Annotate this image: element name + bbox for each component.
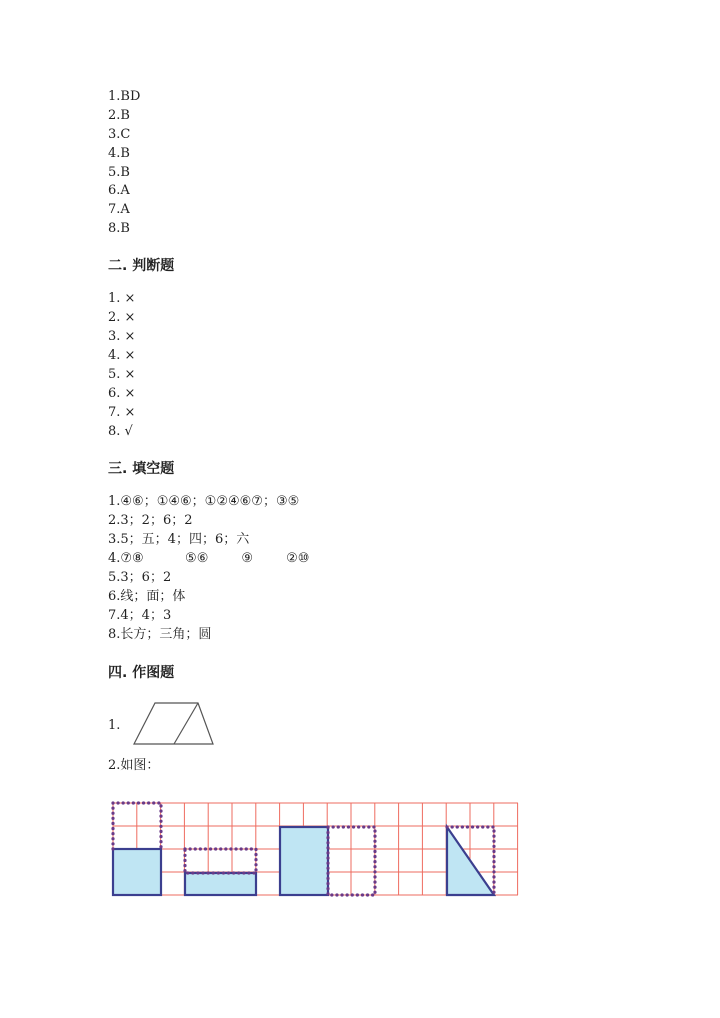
section4-title: 四. 作图题 xyxy=(108,665,175,681)
answer-1-5: 5.B xyxy=(108,165,130,180)
answer-2-6: 6. × xyxy=(108,386,136,401)
fill-rect-3 xyxy=(280,827,328,895)
parallelogram-outline xyxy=(134,703,213,744)
fill-rect-2 xyxy=(185,873,256,895)
shaded-shapes xyxy=(113,827,494,895)
grid-drawing xyxy=(110,800,522,900)
answer-2-8: 8. √ xyxy=(108,424,133,439)
section2-title: 二. 判断题 xyxy=(108,258,175,274)
answer-3-2: 2.3；2；6；2 xyxy=(108,513,193,528)
answer-2-3: 3. × xyxy=(108,329,136,344)
answer-3-4: 4.⑦⑧ ⑤⑥ ⑨ ②⑩ xyxy=(108,551,310,566)
answer-3-1: 1.④⑥；①④⑥；①②④⑥⑦；③⑤ xyxy=(108,494,300,509)
answer-1-4: 4.B xyxy=(108,146,130,161)
answer-2-2: 2. × xyxy=(108,310,136,325)
drawing-1-label: 1. xyxy=(108,718,121,733)
answer-1-2: 2.B xyxy=(108,108,130,123)
answer-1-6: 6.A xyxy=(108,183,130,198)
fill-square-1 xyxy=(113,849,161,895)
answer-1-3: 3.C xyxy=(108,127,131,142)
dotted-rect-2 xyxy=(185,849,256,873)
answer-3-7: 7.4；4；3 xyxy=(108,608,172,623)
answer-2-5: 5. × xyxy=(108,367,136,382)
answer-2-7: 7. × xyxy=(108,405,136,420)
answer-2-4: 4. × xyxy=(108,348,136,363)
parallelogram-divider xyxy=(174,703,198,744)
section3-title: 三. 填空题 xyxy=(108,461,175,477)
answer-1-7: 7.A xyxy=(108,202,130,217)
parallelogram-figure xyxy=(130,700,220,748)
drawing-2-label: 2.如图： xyxy=(108,758,160,773)
answer-3-5: 5.3；6；2 xyxy=(108,570,172,585)
answer-2-1: 1. × xyxy=(108,291,136,306)
answer-1-8: 8.B xyxy=(108,221,130,236)
answer-3-3: 3.5；五；4；四；6；六 xyxy=(108,532,250,547)
answer-1-1: 1.BD xyxy=(108,89,141,104)
answer-3-8: 8.长方；三角；圆 xyxy=(108,627,212,642)
answer-3-6: 6.线；面；体 xyxy=(108,589,186,604)
